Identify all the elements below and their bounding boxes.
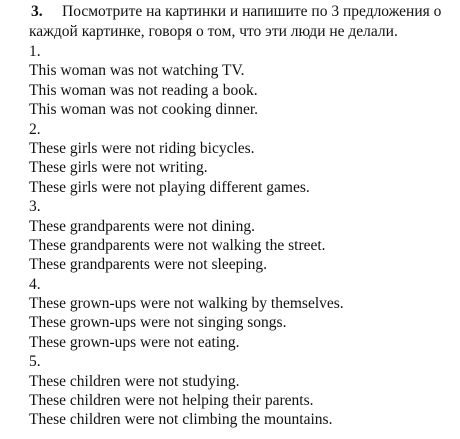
answer-sentence: This woman was not cooking dinner. (29, 101, 259, 119)
answer-sentence: These grown-ups were not walking by themselves. (29, 295, 344, 313)
answer-sentence: These children were not climbing the mountains. (29, 411, 333, 429)
answer-sentence: This woman was not reading a book. (29, 81, 258, 99)
group-number: 2. (29, 120, 41, 138)
answer-sentence: These grandparents were not dining. (29, 217, 255, 235)
answer-sentence: These girls were not riding bicycles. (29, 139, 255, 157)
answer-list (29, 42, 454, 430)
group-number: 4. (29, 275, 41, 293)
answer-group-2 (29, 120, 454, 198)
answer-sentence: These girls were not playing different games. (29, 178, 310, 196)
group-number: 5. (29, 353, 41, 371)
answer-group-3 (29, 197, 454, 275)
answer-sentence: These children were not helping their parents. (29, 392, 314, 410)
answer-sentence: These children were not studying. (29, 372, 240, 390)
answer-sentence: These grandparents were not walking the street. (29, 236, 326, 254)
task-instruction-line-1: Посмотрите на картинки и напишите по 3 предложения о (62, 3, 442, 20)
task-number: 3. (31, 3, 43, 20)
group-number: 1. (29, 43, 41, 60)
answer-sentence: These grown-ups were not singing songs. (29, 314, 287, 332)
answer-group-5 (29, 352, 454, 430)
task-instruction-line-2: каждой картинке, говоря о том, что эти люди не делали. (29, 23, 398, 40)
answer-sentence: These grown-ups were not eating. (29, 333, 240, 351)
answer-sentence: This woman was not watching TV. (29, 62, 245, 80)
answer-group-1 (29, 42, 454, 120)
answer-sentence: These grandparents were not sleeping. (29, 256, 268, 274)
answer-sentence: These girls were not writing. (29, 159, 208, 177)
answer-group-4 (29, 275, 454, 353)
group-number: 3. (29, 198, 41, 216)
